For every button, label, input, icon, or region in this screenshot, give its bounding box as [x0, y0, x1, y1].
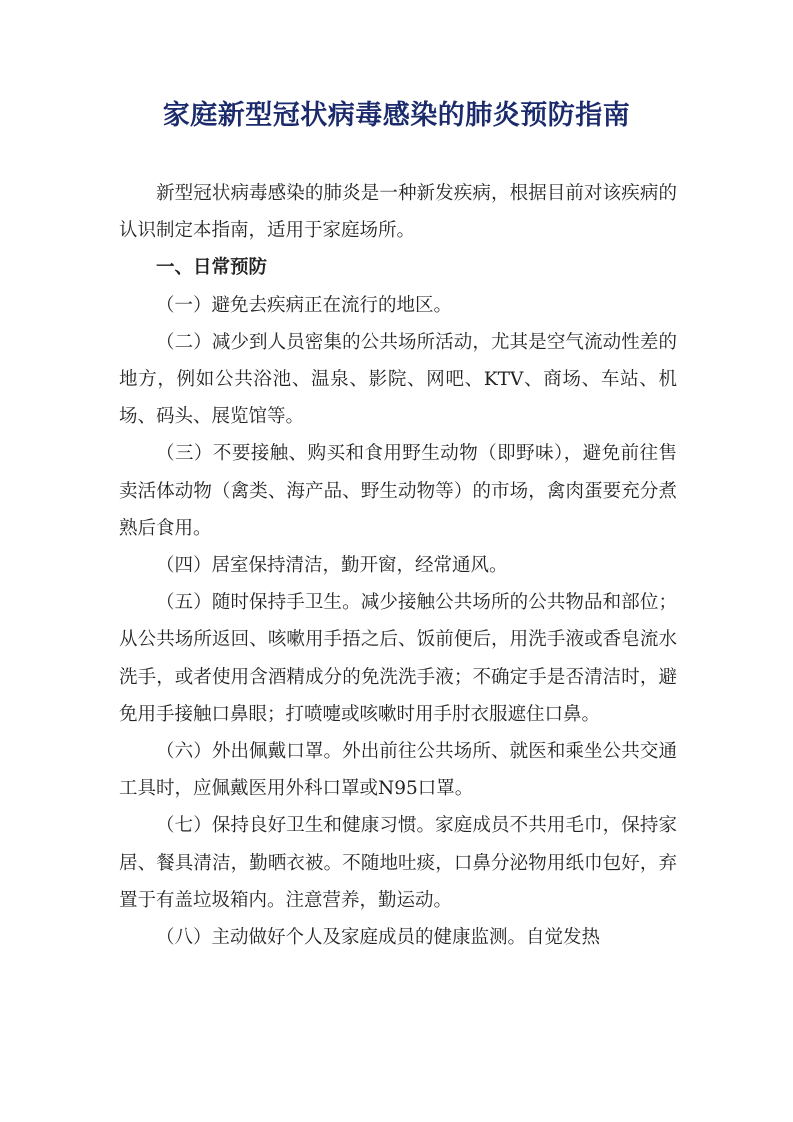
prevention-item-3: （三）不要接触、购买和食用野生动物（即野味），避免前往售卖活体动物（禽类、海产品、野生动物等）的市场，禽肉蛋要充分煮熟后食用。 — [119, 443, 677, 539]
section-heading-daily-prevention: 一、日常预防 — [156, 257, 268, 279]
prevention-item-7: （七）保持良好卫生和健康习惯。家庭成员不共用毛巾，保持家居、餐具清洁，勤晒衣被。不随地吐痰，口鼻分泌物用纸巾包好，弃置于有盖垃圾箱内。注意营养，勤运动。 — [119, 815, 677, 911]
document-title: 家庭新型冠状病毒感染的肺炎预防指南 — [162, 100, 631, 131]
prevention-item-4: （四）居室保持清洁，勤开窗，经常通风。 — [156, 555, 508, 577]
intro-paragraph: 新型冠状病毒感染的肺炎是一种新发疾病，根据目前对该疾病的认识制定本指南，适用于家庭场所。 — [119, 183, 677, 242]
document-body — [119, 175, 677, 956]
prevention-item-2: （二）减少到人员密集的公共场所活动，尤其是空气流动性差的地方，例如公共浴池、温泉、影院、网吧、KTV、商场、车站、机场、码头、展览馆等。 — [119, 331, 677, 428]
prevention-item-5: （五）随时保持手卫生。减少接触公共场所的公共物品和部位；从公共场所返回、咳嗽用手捂之后、饭前便后，用洗手液或香皂流水洗手，或者使用含酒精成分的免洗洗手液；不确定手是否清洁时，避免用手接触口鼻眼；打喷嚏或咳嗽时用手肘衣服遮住口鼻。 — [119, 592, 677, 725]
prevention-item-8: （八）主动做好个人及家庭成员的健康监测。自觉发热 — [156, 927, 601, 949]
prevention-item-6: （六）外出佩戴口罩。外出前往公共场所、就医和乘坐公共交通工具时，应佩戴医用外科口罩或N95口罩。 — [119, 741, 677, 800]
prevention-item-1: （一）避免去疾病正在流行的地区。 — [156, 294, 453, 316]
